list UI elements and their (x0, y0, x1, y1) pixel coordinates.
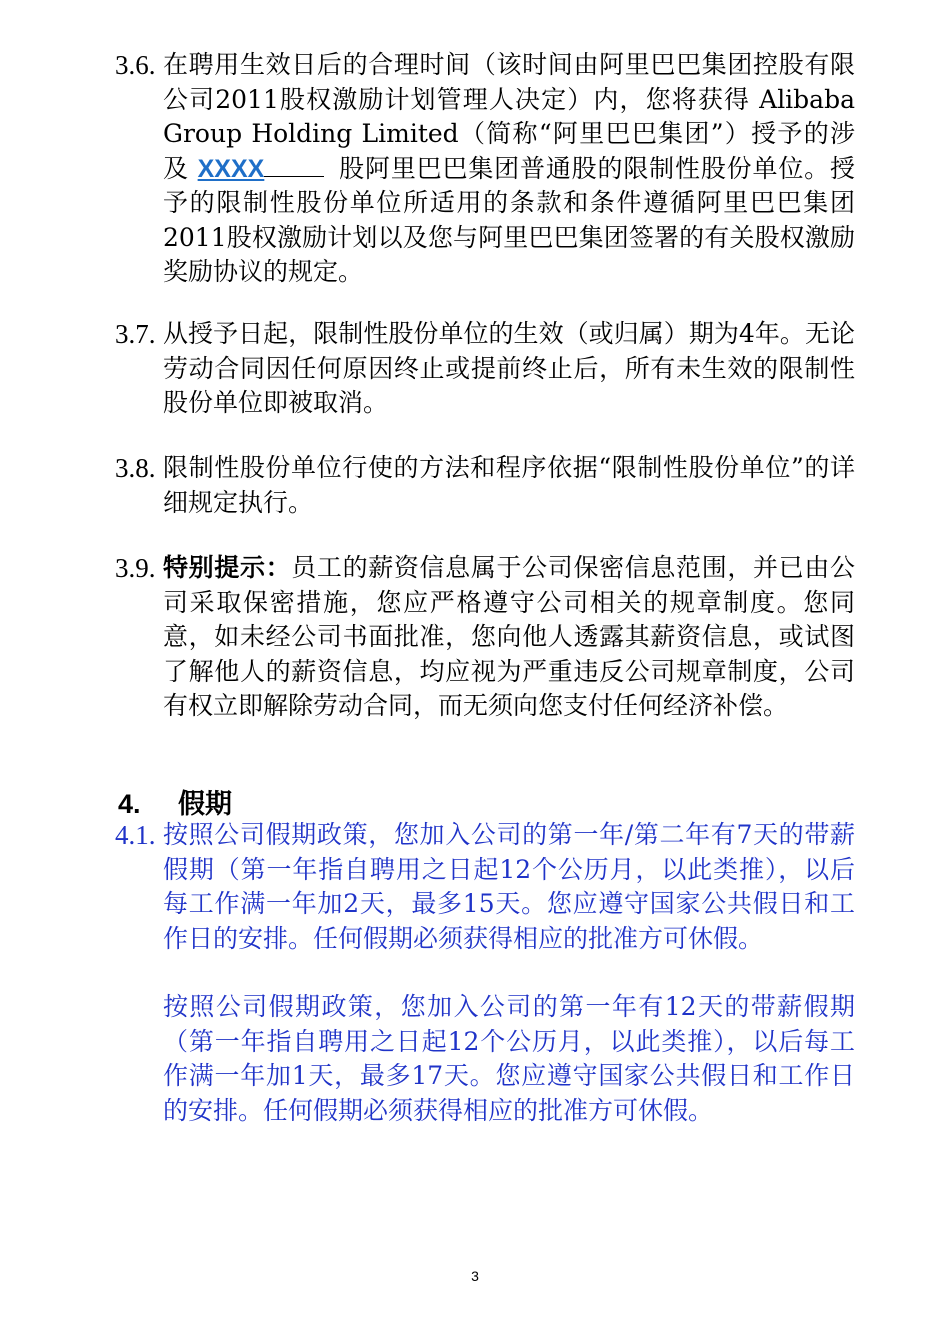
clause-4-1 (115, 818, 855, 1128)
leave-policy-option-1: 按照公司假期政策，您加入公司的第一年/第二年有7天的带薪假期（第一年指自聘用之日起12个公历月，以此类推），以后每工作满一年加2天，最多15天。您应遵守国家公共假日和工作日的安排。任何假期必须获得相应的批准方可休假。 (163, 820, 855, 953)
clause-3-6 (115, 48, 855, 290)
special-note-text: 员工的薪资信息属于公司保密信息范围，并已由公司采取保密措施，您应严格遵守公司相关的规章制度。您同意，如未经公司书面批准，您向他人透露其薪资信息，或试图了解他人的薪资信息，均应视为严重违反公司规章制度，公司有权立即解除劳动合同，而无须向您支付任何经济补偿。 (163, 553, 855, 720)
section-number: 4. (118, 789, 141, 819)
leave-policy-option-2: 按照公司假期政策，您加入公司的第一年有12天的带薪假期（第一年指自聘用之日起12个公历月，以此类推），以后每工作满一年加1天，最多17天。您应遵守国家公共假日和工作日的安排。任何假期必须获得相应的批准方可休假。 (163, 992, 855, 1125)
clause-number: 3.9. (115, 553, 156, 583)
clause-text (163, 48, 855, 290)
page-number: 3 (471, 1268, 479, 1284)
clause-text-before: 在聘用生效日后的合理时间（该时间由阿里巴巴集团控股有限公司2011股权激励计划管理人决定）内，您将获得 Alibaba Group Holding Limited（简称“阿里巴巴集团”）授予的涉及 (163, 50, 855, 183)
clause-text: 限制性股份单位行使的方法和程序依据“限制性股份单位”的详细规定执行。 (163, 453, 855, 517)
clause-text (163, 551, 855, 724)
clause-number: 3.7. (115, 319, 156, 349)
section-4-heading (118, 782, 232, 821)
clause-3-9 (115, 551, 855, 724)
clause-3-7 (115, 317, 855, 421)
special-note-label: 特别提示： (163, 553, 292, 582)
clause-number: 3.6. (115, 50, 156, 80)
clause-number: 4.1. (115, 820, 156, 850)
clause-3-8 (115, 451, 855, 520)
blank-line (264, 154, 324, 177)
clause-text-after: 股阿里巴巴集团普通股的限制性股份单位。授予的限制性股份单位所适用的条款和条件遵循阿里巴巴集团2011股权激励计划以及您与阿里巴巴集团签署的有关股权激励奖励协议的规定。 (163, 153, 855, 286)
section-title: 假期 (178, 789, 232, 820)
clause-text: 从授予日起，限制性股份单位的生效（或归属）期为4年。无论劳动合同因任何原因终止或提前终止后，所有未生效的限制性股份单位即被取消。 (163, 319, 855, 417)
clause-number: 3.8. (115, 453, 156, 483)
share-count-placeholder: XXXX (197, 154, 265, 183)
